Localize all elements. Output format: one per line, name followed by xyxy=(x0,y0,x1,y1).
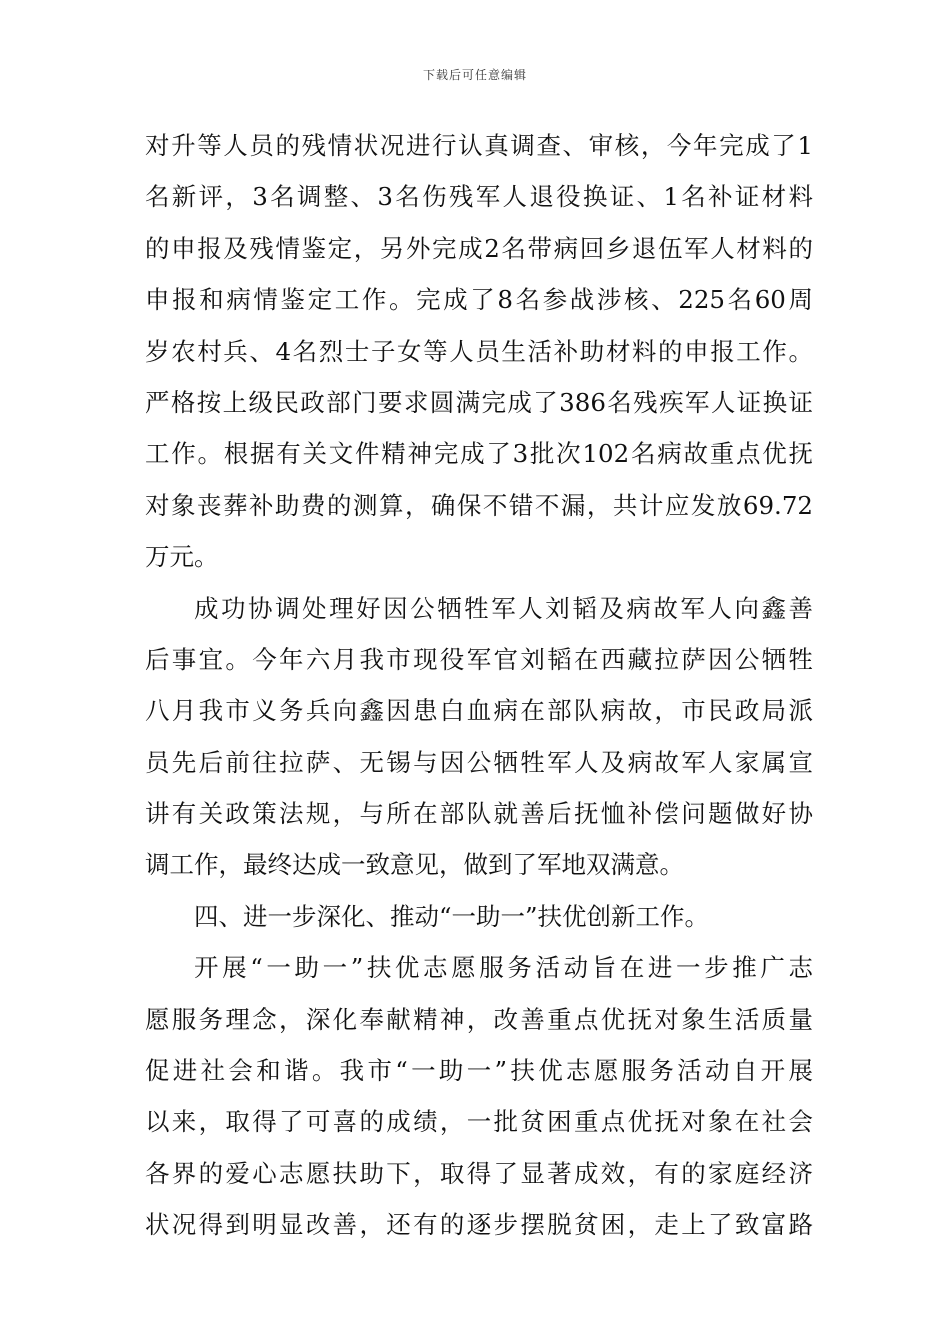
text-line-18: 愿服务理念，深化奉献精神，改善重点优抚对象生活质量 xyxy=(145,1004,813,1034)
text-line-22: 状况得到明显改善，还有的逐步摆脱贫困，走上了致富路 xyxy=(145,1210,813,1240)
text-line-1: 对升等人员的残情状况进行认真调查、审核，今年完成了1 xyxy=(145,131,813,160)
text-line-20: 以来，取得了可喜的成绩，一批贫困重点优抚对象在社会 xyxy=(145,1107,813,1137)
text-line-12: 八月我市义务兵向鑫因患白血病在部队病故，市民政局派 xyxy=(145,696,813,726)
text-line-19: 促进社会和谐。我市“一助一”扶优志愿服务活动自开展 xyxy=(145,1056,813,1086)
text-line-13: 员先后前往拉萨、无锡与因公牺牲军人及病故军人家属宣 xyxy=(145,747,813,777)
text-line-11: 后事宜。今年六月我市现役军官刘韬在西藏拉萨因公牺牲 xyxy=(145,644,813,674)
text-line-4: 申报和病情鉴定工作。完成了8名参战涉核、225名60周 xyxy=(145,285,813,315)
page-header: 下载后可任意编辑 xyxy=(422,68,527,82)
text-line-21: 各界的爱心志愿扶助下，取得了显著成效，有的家庭经济 xyxy=(145,1158,813,1188)
text-line-5: 岁农村兵、4名烈士子女等人员生活补助材料的申报工作。 xyxy=(145,336,813,366)
text-line-6: 严格按上级民政部门要求圆满完成了386名残疾军人证换证 xyxy=(145,387,813,417)
text-line-3: 的申报及残情鉴定，另外完成2名带病回乡退伍军人材料的 xyxy=(145,233,813,263)
body-text xyxy=(145,120,813,1251)
text-line-14: 讲有关政策法规，与所在部队就善后抚恤补偿问题做好协 xyxy=(145,799,813,829)
text-line-7: 工作。根据有关文件精神完成了3批次102名病故重点优抚 xyxy=(145,439,813,469)
text-line-8: 对象丧葬补助费的测算，确保不错不漏，共计应发放69.72 xyxy=(145,490,813,520)
text-line-9: 万元。 xyxy=(145,542,219,572)
text-line-17: 开展“一助一”扶优志愿服务活动旨在进一步推广志 xyxy=(194,953,813,983)
section-heading: 四、进一步深化、推动“一助一”扶优创新工作。 xyxy=(194,901,710,931)
text-line-15: 调工作，最终达成一致意见，做到了军地双满意。 xyxy=(145,850,684,880)
text-line-10: 成功协调处理好因公牺牲军人刘韬及病故军人向鑫善 xyxy=(194,593,813,623)
text-line-2: 名新评，3名调整、3名伤残军人退役换证、1名补证材料 xyxy=(145,182,813,212)
